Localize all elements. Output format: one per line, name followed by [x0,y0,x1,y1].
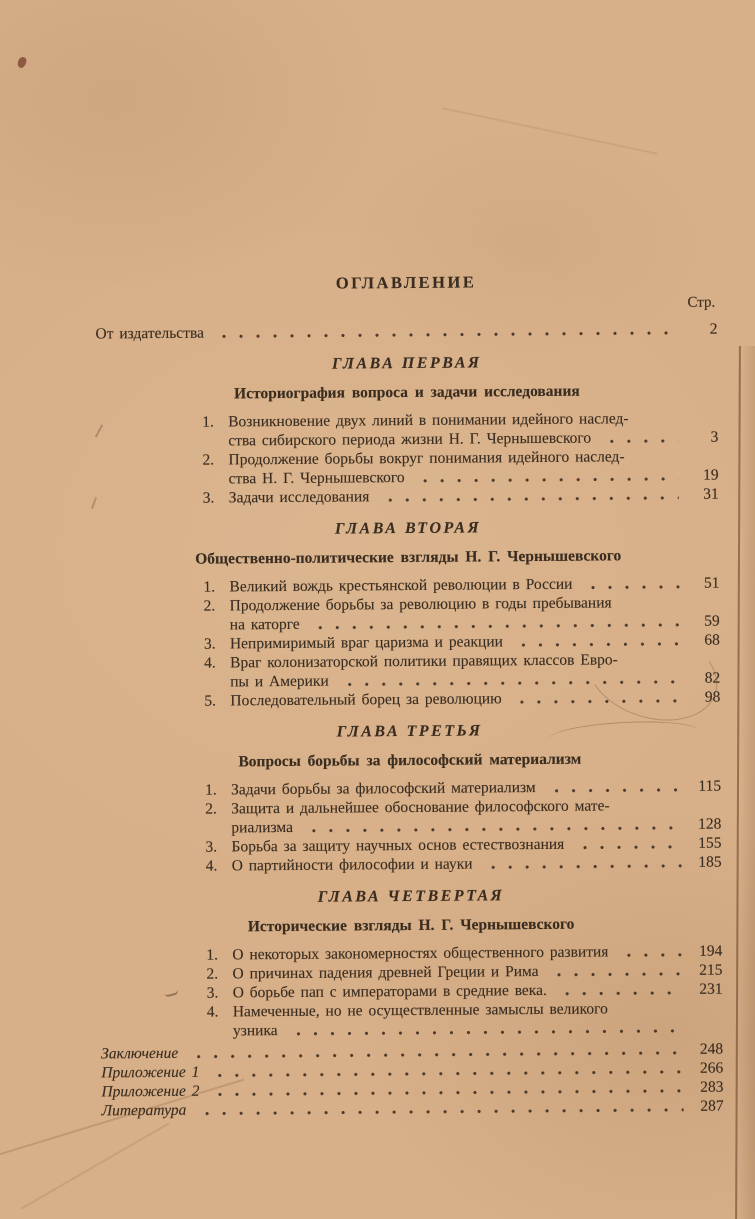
toc-item-number: 5. [204,692,217,710]
toc-item-text: О борьбе пап с императорами в средние века. [232,981,547,1002]
toc-item [202,409,718,451]
chapter-section [97,516,720,712]
toc-item-body [231,796,721,838]
toc-item [205,796,721,838]
toc-item-number: 2. [205,800,217,818]
paper-crease [21,1123,169,1209]
chapter-section [99,719,722,877]
page-number: 128 [698,815,722,833]
chapter-heading: ГЛАВА ВТОРАЯ [334,519,482,538]
toc-item-text: Борьба за защиту научных основ естествознания [231,835,565,856]
dot-leader [209,1088,683,1098]
page-number: 31 [703,485,719,503]
toc-item-text: О некоторых закономерностях общественного развития [232,943,609,964]
page-number: 3 [710,428,719,446]
table-of-contents [95,270,724,1121]
page-number: 82 [704,669,721,687]
dot-leader [557,990,683,997]
page-number: 283 [700,1078,724,1096]
toc-item [203,485,719,508]
toc-item-number: 1. [203,578,216,596]
chapter-heading: ГЛАВА ПЕРВАЯ [331,354,482,373]
toc-item [206,853,722,876]
toc-item-body [230,650,720,692]
toc-item-number: 2. [202,451,215,469]
toc-entry-label: Приложение 1 [101,1063,200,1082]
page-number: 155 [698,834,722,852]
toc-item-number: 1. [202,413,214,431]
page-number: 59 [704,612,720,630]
toc-item-text: Непримиримый враг царизма и реакции [229,633,503,653]
toc-entry [95,320,717,344]
dot-leader [188,1050,683,1060]
toc-item-number: 4. [203,654,216,672]
page-column-label: Стр. [687,294,716,311]
toc-item-body [230,593,720,635]
dot-leader [288,1028,683,1037]
page-number: 266 [699,1059,724,1077]
toc-item-number: 3. [206,984,219,1002]
toc-item [202,447,718,489]
dot-leader [209,1069,683,1079]
chapter-subheading: Общественно-политические взгляды Н. Г. Чернышевского [195,547,622,568]
toc-item-text: Намеченные, но не осуществленные замыслы великого [232,1000,608,1021]
toc-item-number: 3. [203,635,216,653]
toc-item-number: 3. [202,489,215,507]
toc-item-number: 1. [206,946,219,964]
chapter-section [100,884,723,1042]
page-number: 287 [700,1097,724,1115]
toc-item-text: О партийности философии и науки [231,855,473,875]
toc-entry-label: Заключение [101,1044,179,1063]
toc-item-last-line [233,1018,723,1041]
toc-entry-label: Приложение 2 [101,1082,200,1101]
toc-title: ОГЛАВЛЕНИЕ [335,272,477,293]
toc-item-body [228,447,718,489]
dot-leader [582,584,679,591]
dot-leader [214,330,678,340]
toc-item-text: на каторге [229,615,300,634]
toc-item-text: риализма [231,818,294,837]
paper-crease [442,107,658,154]
page-number: 19 [703,466,719,484]
dot-leader [513,641,680,648]
chapter-heading: ГЛАВА ЧЕТВЕРТАЯ [317,887,505,906]
toc-item-number: 4. [206,1003,219,1021]
toc-item-number: 3. [205,838,218,856]
dot-leader [601,438,678,445]
toc-item-text: ства Н. Г. Чернышевского [228,469,405,488]
toc-item-text: О причинах падения древней Греции и Рима [232,962,539,983]
toc-item-last-line [229,485,719,508]
dot-leader [310,622,680,631]
dot-leader [549,971,683,978]
dot-leader [379,495,678,503]
toc-item-number: 1. [204,781,217,799]
dot-leader [339,679,681,688]
chapter-heading: ГЛАВА ТРЕТЬЯ [336,722,483,741]
toc-item-number: 4. [205,857,218,875]
toc-item-body [230,688,720,711]
dot-leader [574,844,681,851]
toc-item-number: 2. [203,597,216,615]
toc-item-last-line [230,688,720,711]
chapters [96,351,723,1042]
toc-item-text: Продолжение борьбы за революцию в годы пребывания [229,594,612,615]
page-edge-shadow [735,346,755,1219]
dot-leader [483,863,682,871]
page-number: 185 [698,853,722,871]
page-number: 98 [704,688,721,706]
page-number: 231 [699,980,723,998]
page-number: 248 [699,1040,724,1058]
toc-item-text: Великий вождь крестьянской революции в России [229,575,573,596]
toc-item [204,688,720,711]
dot-leader [546,787,681,794]
page-number: 115 [698,777,722,795]
toc-item [204,650,720,692]
back-matter [101,1040,724,1121]
ink-stain [17,56,28,69]
toc-item-text: узника [232,1022,278,1040]
front-matter [95,320,717,344]
dot-leader [618,952,682,959]
toc-item-last-line [232,853,722,876]
dot-leader [303,825,681,834]
chapter-subheading: Исторические взгляды Н. Г. Чернышевского [247,915,575,936]
dot-leader [196,1107,683,1117]
toc-item-text: Враг колонизаторской политики правящих классов Евро- [229,651,618,672]
toc-item [207,999,723,1041]
toc-item [204,593,720,635]
chapter-section [96,351,719,509]
page-number: 194 [699,942,723,960]
toc-item-body [229,485,719,508]
toc-item-text: Задачи исследования [228,488,370,507]
toc-item-text: Защита и дальнейшее обоснование философского мате- [231,797,610,818]
page-number: 215 [699,961,723,979]
dot-leader [415,476,679,484]
toc-item-body [228,409,718,451]
toc-item-body [232,853,722,876]
page-number: 2 [709,320,718,338]
chapter-subheading: Историография вопроса и задачи исследования [234,382,580,403]
toc-item-text: Задачи борьбы за философский материализм [230,778,536,799]
page-number: 68 [704,631,720,649]
toc-item-text: Последовательный борец за революцию [230,690,502,710]
toc-item-body [233,999,723,1041]
toc-item-number: 2. [206,965,219,983]
toc-item-text: ства сибирского периода жизни Н. Г. Чернышевского [228,429,592,450]
toc-item-text: Возникновение двух линий в понимании идейного наслед- [228,410,629,431]
chapter-subheading: Вопросы борьбы за философский материализм [238,750,582,771]
toc-entry-label: От издательства [95,324,204,343]
dot-leader [512,698,681,705]
toc-item-text: Продолжение борьбы вокруг понимания идейного наслед- [228,448,625,469]
toc-entry-label: Литература [101,1101,187,1120]
page-number: 51 [703,574,720,592]
toc-item-text: пы и Америки [230,672,329,691]
